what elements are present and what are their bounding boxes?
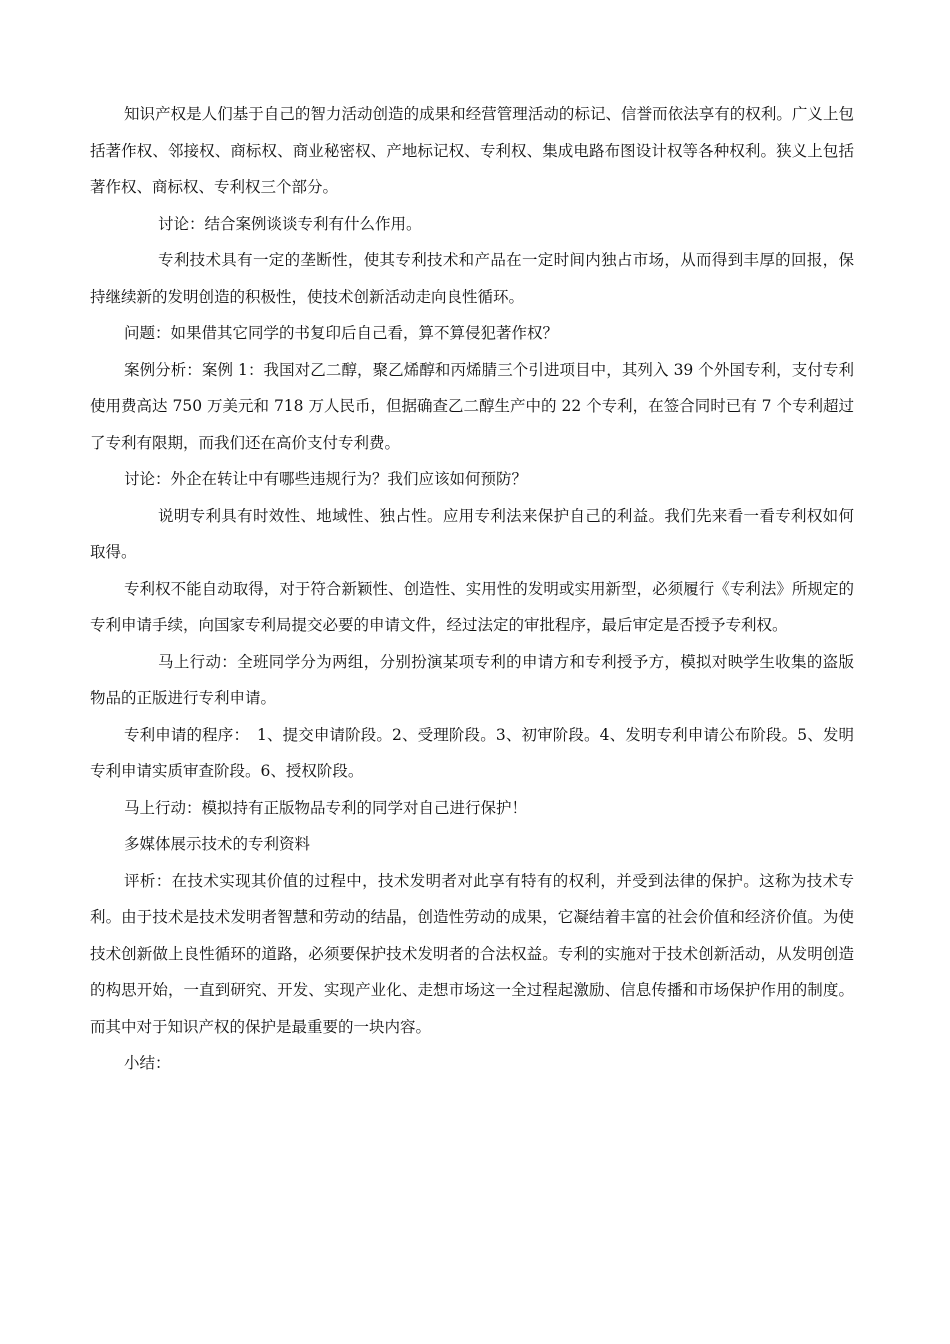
paragraph-action-protection: 马上行动：模拟持有正版物品专利的同学对自己进行保护！: [124, 798, 528, 817]
paragraph-patent-acquisition: 专利权不能自动取得，对于符合新颖性、创造性、实用性的发明或实用新型，必须履行《专利法》所规定的专利申请手续，向国家专利局提交必要的申请文件，经过法定的审批程序，最后审定是否授予专利权。: [90, 579, 854, 634]
paragraph-application-procedure: 专利申请的程序： 1、提交申请阶段。2、受理阶段。3、初审阶段。4、发明专利申请公布阶段。5、发明专利申请实质审查阶段。6、授权阶段。: [90, 725, 854, 780]
paragraph-patent-properties: 说明专利具有时效性、地域性、独占性。应用专利法来保护自己的利益。我们先来看一看专利权如何取得。: [90, 506, 854, 561]
paragraph-action-simulation: 马上行动：全班同学分为两组，分别扮演某项专利的申请方和专利授予方，模拟对映学生收集的盗版物品的正版进行专利申请。: [90, 652, 854, 707]
paragraph-case-analysis: 案例分析：案例 1：我国对乙二醇，聚乙烯醇和丙烯腈三个引进项目中，其列入 39 个外国专利，支付专利使用费高达 750 万美元和 718 万人民币，但据确查乙二醇生产中的 22 个专利，在签合同时已有 7 个专利超过了专利有限期，而我们还在高价支付专利费。: [90, 360, 854, 452]
paragraph-multimedia-display: 多媒体展示技术的专利资料: [124, 835, 311, 853]
paragraph-patent-monopoly: 专利技术具有一定的垄断性，使其专利技术和产品在一定时间内独占市场，从而得到丰厚的回报，保持继续新的发明创造的积极性，使技术创新活动走向良性循环。: [90, 251, 854, 306]
paragraph-ip-definition: 知识产权是人们基于自己的智力活动创造的成果和经营管理活动的标记、信誉而依法享有的权利。广义上包括著作权、邻接权、商标权、商业秘密权、产地标记权、专利权、集成电路布图设计权等各种权利。狭义上包括著作权、商标权、专利权三个部分。: [90, 105, 854, 196]
paragraph-summary-heading: 小结：: [124, 1054, 171, 1072]
paragraph-question-copyright: 问题：如果借其它同学的书复印后自己看，算不算侵犯著作权？: [124, 324, 559, 342]
paragraph-commentary: 评析：在技术实现其价值的过程中，技术发明者对此享有特有的权利，并受到法律的保护。这称为技术专利。由于技术是技术发明者智慧和劳动的结晶，创造性劳动的成果，它凝结着丰富的社会价值和经济价值。为使技术创新做上良性循环的道路，必须要保护技术发明者的合法权益。专利的实施对于技术创新活动，从发明创造的构思开始，一直到研究、开发、实现产业化、走想市场这一全过程起激励、信息传播和市场保护作用的制度。而其中对于知识产权的保护是最重要的一块内容。: [90, 871, 854, 1036]
document-page: [90, 96, 854, 1082]
paragraph-discussion-violations: 讨论：外企在转让中有哪些违规行为？我们应该如何预防？: [124, 470, 528, 488]
paragraph-discussion-patent-role: 讨论：结合案例谈谈专利有什么作用。: [158, 214, 422, 233]
